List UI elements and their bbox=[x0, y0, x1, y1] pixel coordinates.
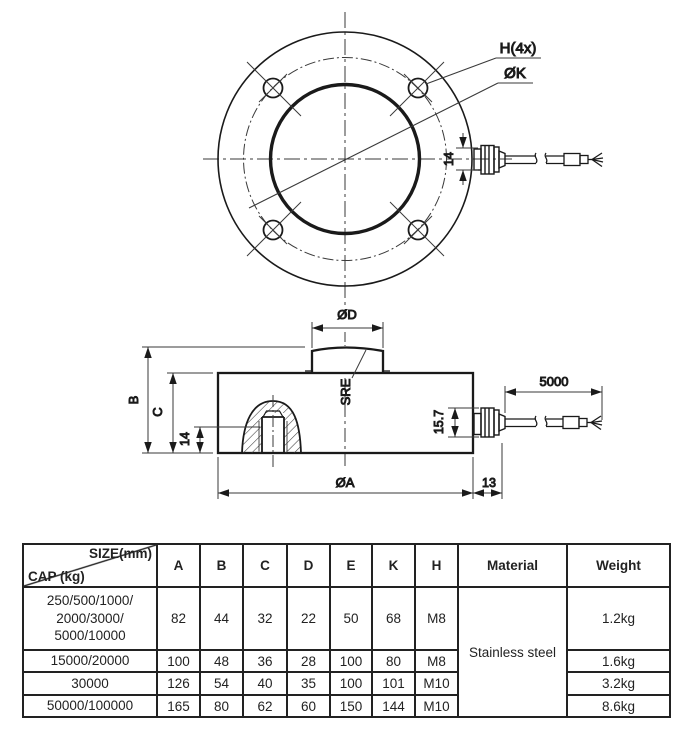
dim-cable-length bbox=[505, 386, 602, 420]
dim-b-cell: 48 bbox=[200, 650, 243, 672]
dim-e-cell: 100 bbox=[330, 650, 372, 672]
weight-cell: 1.6kg bbox=[567, 650, 670, 672]
dim-k-cell: 68 bbox=[372, 587, 415, 650]
side-view bbox=[126, 307, 602, 499]
dim-gland-height-label: 15.7 bbox=[432, 409, 446, 435]
dim-d-cell: 22 bbox=[287, 587, 330, 650]
header-corner-cell bbox=[23, 544, 157, 587]
table-header-row bbox=[23, 544, 670, 587]
capacity-line: 2000/3000/ bbox=[56, 610, 124, 626]
col-header-weight: Weight bbox=[567, 544, 670, 587]
load-button bbox=[312, 348, 383, 374]
dim-k-cell: 80 bbox=[372, 650, 415, 672]
table-row bbox=[23, 650, 670, 672]
capacity-cell: 50000/100000 bbox=[23, 695, 157, 717]
dim-h-cell: M8 bbox=[415, 650, 458, 672]
col-header-d: D bbox=[287, 544, 330, 587]
dim-a-cell: 100 bbox=[157, 650, 200, 672]
dim-e-cell: 50 bbox=[330, 587, 372, 650]
table-row bbox=[23, 672, 670, 695]
dim-d-cell: 28 bbox=[287, 650, 330, 672]
table-row bbox=[23, 587, 670, 650]
dim-b-cell: 80 bbox=[200, 695, 243, 717]
size-units-label: SIZE(mm) bbox=[88, 546, 152, 561]
hole-callout-label: H(4x) bbox=[499, 40, 537, 57]
dim-c-cell: 40 bbox=[243, 672, 287, 695]
weight-cell: 3.2kg bbox=[567, 672, 670, 695]
weight-cell: 1.2kg bbox=[567, 587, 670, 650]
col-header-material: Material bbox=[458, 544, 567, 587]
capacity-cell: 30000 bbox=[23, 672, 157, 695]
dim-c-cell: 62 bbox=[243, 695, 287, 717]
col-header-c: C bbox=[243, 544, 287, 587]
col-header-a: A bbox=[157, 544, 200, 587]
capacity-cell: 15000/20000 bbox=[23, 650, 157, 672]
material-cell: Stainless steel bbox=[458, 587, 567, 717]
dim-boss-dia-label: ØD bbox=[337, 307, 357, 322]
dim-a-cell: 82 bbox=[157, 587, 200, 650]
capacity-line: 5000/10000 bbox=[54, 628, 126, 644]
dim-c-cell: 36 bbox=[243, 650, 287, 672]
dim-d-cell: 60 bbox=[287, 695, 330, 717]
cable-gland-side bbox=[474, 408, 505, 437]
dim-gland-width-label: 14 bbox=[442, 152, 456, 166]
dim-h-cell: M10 bbox=[415, 672, 458, 695]
dim-gland-protrusion-label: 13 bbox=[482, 476, 496, 490]
dim-a-cell: 165 bbox=[157, 695, 200, 717]
dim-b-cell: 54 bbox=[200, 672, 243, 695]
cable-gland-top bbox=[474, 146, 505, 175]
cable-side bbox=[505, 416, 602, 430]
col-header-k: K bbox=[372, 544, 415, 587]
col-header-b: B bbox=[200, 544, 243, 587]
col-header-h: H bbox=[415, 544, 458, 587]
dim-boss-dia bbox=[312, 322, 383, 348]
spec-table bbox=[22, 543, 671, 718]
dim-gland-protrusion bbox=[473, 443, 502, 499]
dim-k-cell: 144 bbox=[372, 695, 415, 717]
dim-height-b bbox=[142, 347, 305, 453]
capacity-units-label: CAP (kg) bbox=[28, 569, 85, 584]
dim-k-cell: 101 bbox=[372, 672, 415, 695]
dim-height-c-label: C bbox=[150, 407, 165, 417]
dim-e-cell: 150 bbox=[330, 695, 372, 717]
dim-cable-length-label: 5000 bbox=[539, 374, 569, 389]
dim-d-cell: 35 bbox=[287, 672, 330, 695]
dim-h-cell: M10 bbox=[415, 695, 458, 717]
capacity-cell bbox=[23, 587, 157, 650]
top-view bbox=[203, 12, 603, 318]
dim-thread-depth-label: 14 bbox=[178, 432, 192, 446]
bolt-circle-dia-label: ØK bbox=[504, 65, 526, 82]
weight-cell: 8.6kg bbox=[567, 695, 670, 717]
dim-a-cell: 126 bbox=[157, 672, 200, 695]
table-row bbox=[23, 695, 670, 717]
capacity-line: 250/500/1000/ bbox=[46, 593, 134, 609]
dim-body-dia-label: ØA bbox=[335, 475, 355, 490]
dim-c-cell: 32 bbox=[243, 587, 287, 650]
dim-height-b-label: B bbox=[126, 395, 141, 405]
sre-label: SRE bbox=[338, 378, 353, 406]
dim-e-cell: 100 bbox=[330, 672, 372, 695]
col-header-e: E bbox=[330, 544, 372, 587]
cable-top bbox=[505, 153, 603, 167]
dim-b-cell: 44 bbox=[200, 587, 243, 650]
dim-h-cell: M8 bbox=[415, 587, 458, 650]
